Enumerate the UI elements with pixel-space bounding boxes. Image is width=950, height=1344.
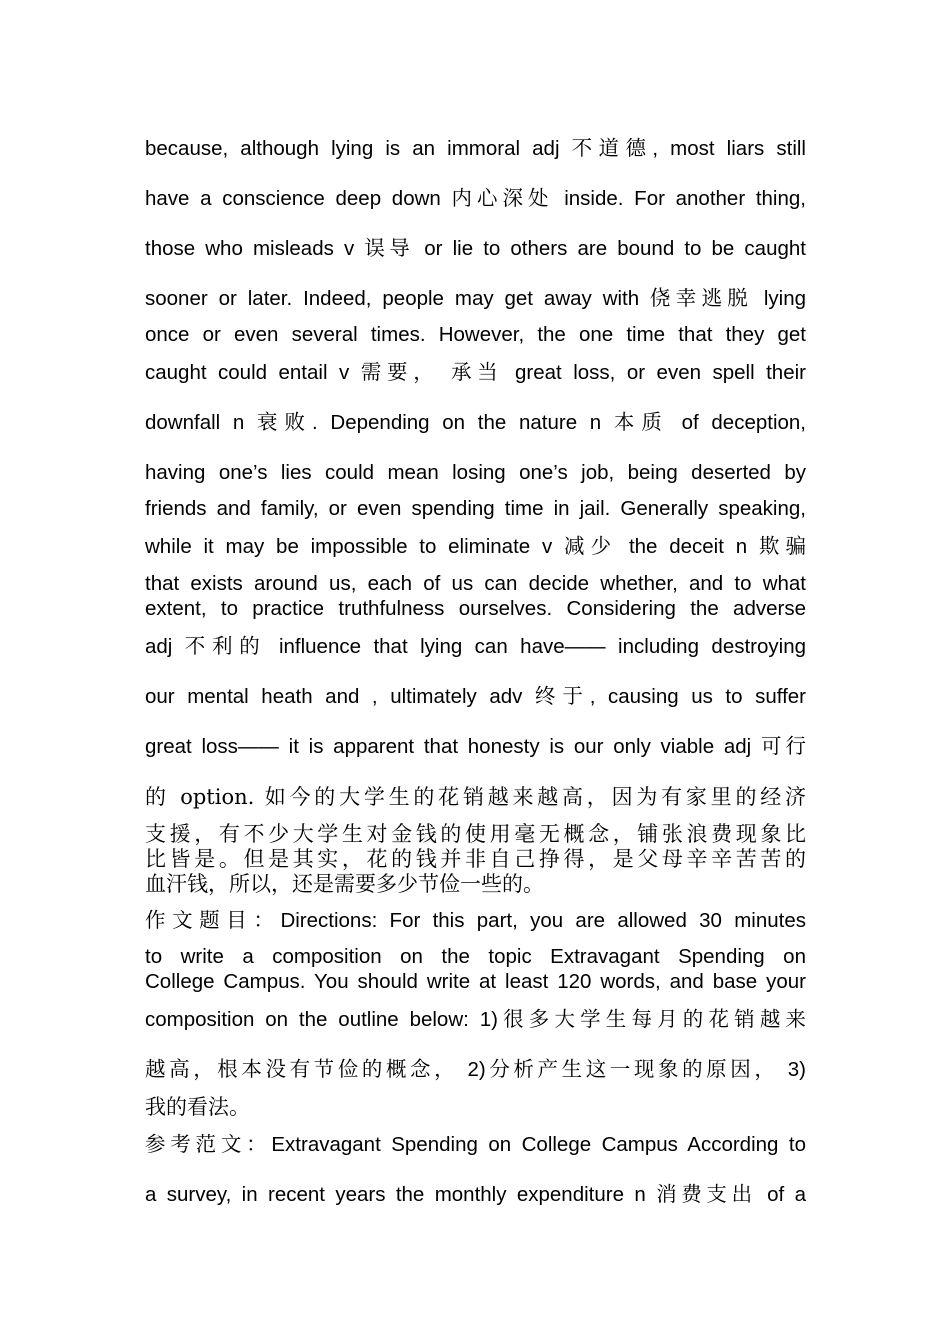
text-line: have a conscience deep down 内心深处 inside. For another thing, [145,187,806,210]
text-line: our mental heath and , ultimately adv 终于, causing us to suffer [145,685,806,708]
text-line: 越高，根本没有节俭的概念， 2)分析产生这一现象的原因， 3) [145,1058,806,1081]
text-line: 作文题目：Directions: For this part, you are allowed 30 minutes [145,909,806,932]
text-line: having one’s lies could mean losing one’s job, being deserted by [145,461,806,484]
text-line: a survey, in recent years the monthly expenditure n 消费支出 of a [145,1183,806,1206]
text-line: composition on the outline below: 1)很多大学生每月的花销越来 [145,1008,806,1031]
text-line: 参考范文：Extravagant Spending on College Campus According to [145,1133,806,1156]
text-line: extent, to practice truthfulness ourselves. Considering the adverse [145,597,806,620]
text-line: sooner or later. Indeed, people may get away with 侥幸逃脱 lying [145,287,806,310]
text-line: great loss—— it is apparent that honesty is our only viable adj 可行 [145,735,806,758]
text-line: adj 不利的 influence that lying can have—— including destroying [145,635,806,658]
text-line: 血汗钱，所以，还是需要多少节俭一些的。 [145,872,544,896]
text-line: to write a composition on the topic Extravagant Spending on [145,945,806,968]
text-line: while it may be impossible to eliminate v 减少 the deceit n 欺骗 [145,535,806,558]
text-line: friends and family, or even spending time in jail. Generally speaking, [145,497,806,520]
text-line: College Campus. You should write at least 120 words, and base your [145,970,806,993]
text-line: caught could entail v 需要， 承当 great loss, or even spell their [145,361,806,384]
text-line: that exists around us, each of us can decide whether, and to what [145,572,806,595]
text-line: 支援，有不少大学生对金钱的使用毫无概念，铺张浪费现象比 [145,822,806,846]
text-line: those who misleads v 误导 or lie to others are bound to be caught [145,237,806,260]
text-line: once or even several times. However, the one time that they get [145,323,806,346]
text-line: downfall n 衰败. Depending on the nature n 本质 of deception, [145,411,806,434]
text-line: 我的看法。 [145,1095,250,1119]
text-line: 比皆是。但是其实，花的钱并非自己挣得，是父母辛辛苦苦的 [145,847,806,871]
text-line: because, although lying is an immoral adj 不道德, most liars still [145,137,806,160]
text-line: 的 option. 如今的大学生的花销越来越高，因为有家里的经济 [145,785,806,809]
